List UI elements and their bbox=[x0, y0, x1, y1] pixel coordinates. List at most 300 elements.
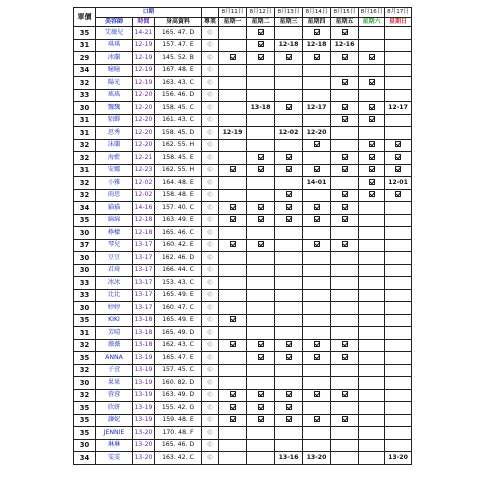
therapist-name-cell: 艾薇兒 bbox=[96, 27, 133, 40]
specialty-cell: Ⓒ bbox=[202, 52, 219, 65]
therapist-name-cell: JENNIE bbox=[96, 427, 133, 440]
schedule-cell bbox=[331, 339, 359, 352]
work-time-cell: 13-19 bbox=[133, 414, 155, 427]
body-data-cell: 155. 42. G bbox=[155, 402, 202, 415]
table-row bbox=[74, 377, 412, 390]
schedule-cell bbox=[219, 439, 247, 452]
schedule-cell bbox=[275, 389, 303, 402]
price-cell: 35 bbox=[74, 214, 96, 227]
schedule-cell bbox=[359, 102, 385, 115]
price-cell: 30 bbox=[74, 102, 96, 115]
schedule-cell bbox=[275, 439, 303, 452]
therapist-name-cell: 貓貓 bbox=[96, 202, 133, 215]
check-icon bbox=[258, 241, 264, 247]
table-row bbox=[74, 402, 412, 415]
schedule-cell bbox=[359, 202, 385, 215]
schedule-cell bbox=[275, 264, 303, 277]
work-time-cell: 12-20 bbox=[133, 139, 155, 152]
schedule-cell bbox=[331, 352, 359, 365]
schedule-cell bbox=[247, 114, 275, 127]
specialty-cell: Ⓒ bbox=[202, 302, 219, 315]
specialty-cell: Ⓒ bbox=[202, 277, 219, 290]
table-row bbox=[74, 102, 412, 115]
schedule-cell bbox=[385, 389, 412, 402]
schedule-cell bbox=[331, 452, 359, 465]
body-data-cell: 145. 52. B bbox=[155, 52, 202, 65]
price-cell: 30 bbox=[74, 227, 96, 240]
schedule-cell bbox=[219, 39, 247, 52]
body-data-cell: 158. 45. C bbox=[155, 102, 202, 115]
schedule-cell bbox=[385, 214, 412, 227]
schedule-cell bbox=[385, 314, 412, 327]
work-time-cell: 12-19 bbox=[133, 39, 155, 52]
schedule-cell bbox=[331, 127, 359, 140]
date-header: 8月12日 bbox=[247, 8, 275, 18]
schedule-cell: 12-17 bbox=[385, 102, 412, 115]
schedule-cell bbox=[303, 352, 331, 365]
body-data-cell: 159. 48. E bbox=[155, 414, 202, 427]
schedule-cell bbox=[359, 452, 385, 465]
work-time-cell: 12-23 bbox=[133, 164, 155, 177]
schedule-cell bbox=[247, 289, 275, 302]
schedule-cell bbox=[275, 214, 303, 227]
therapist-name-cell: 貂蟬 bbox=[96, 114, 133, 127]
schedule-cell bbox=[385, 202, 412, 215]
therapist-name-cell: 果果 bbox=[96, 377, 133, 390]
table-row bbox=[74, 139, 412, 152]
work-time-cell: 13-17 bbox=[133, 289, 155, 302]
schedule-cell bbox=[219, 264, 247, 277]
schedule-cell bbox=[219, 327, 247, 340]
check-icon bbox=[258, 41, 264, 47]
work-time-cell: 13-19 bbox=[133, 377, 155, 390]
body-data-cell: 157. 40. C bbox=[155, 202, 202, 215]
schedule-cell bbox=[331, 302, 359, 315]
check-icon bbox=[395, 154, 401, 160]
work-time-cell: 13-17 bbox=[133, 252, 155, 265]
price-cell: 31 bbox=[74, 127, 96, 140]
schedule-cell bbox=[219, 77, 247, 90]
schedule-cell bbox=[331, 202, 359, 215]
price-cell: 30 bbox=[74, 264, 96, 277]
schedule-cell bbox=[385, 152, 412, 165]
schedule-cell bbox=[359, 127, 385, 140]
schedule-cell bbox=[331, 414, 359, 427]
check-icon bbox=[286, 341, 292, 347]
schedule-cell bbox=[219, 252, 247, 265]
check-icon bbox=[314, 204, 320, 210]
schedule-cell bbox=[303, 364, 331, 377]
therapist-name-cell: 琳琳 bbox=[96, 439, 133, 452]
schedule-cell bbox=[359, 152, 385, 165]
check-icon bbox=[258, 404, 264, 410]
schedule-cell bbox=[385, 114, 412, 127]
schedule-cell bbox=[359, 52, 385, 65]
price-cell: 30 bbox=[74, 252, 96, 265]
schedule-cell bbox=[303, 389, 331, 402]
check-icon bbox=[342, 391, 348, 397]
check-icon bbox=[369, 179, 375, 185]
check-icon bbox=[342, 216, 348, 222]
schedule-cell bbox=[275, 327, 303, 340]
schedule-cell bbox=[359, 302, 385, 315]
therapist-name-cell: 蓉蓉 bbox=[96, 389, 133, 402]
schedule-cell bbox=[275, 339, 303, 352]
schedule-cell bbox=[385, 377, 412, 390]
price-cell: 33 bbox=[74, 289, 96, 302]
schedule-cell bbox=[219, 314, 247, 327]
schedule-cell bbox=[219, 239, 247, 252]
check-icon bbox=[258, 154, 264, 160]
check-icon bbox=[286, 154, 292, 160]
body-data-cell: 165. 46. C bbox=[155, 227, 202, 240]
work-time-cell: 13-18 bbox=[133, 339, 155, 352]
schedule-cell bbox=[219, 114, 247, 127]
work-time-cell: 12-20 bbox=[133, 127, 155, 140]
price-cell: 33 bbox=[74, 277, 96, 290]
schedule-cell bbox=[359, 27, 385, 40]
schedule-cell bbox=[359, 89, 385, 102]
schedule-cell bbox=[385, 227, 412, 240]
price-cell: 37 bbox=[74, 239, 96, 252]
schedule-cell bbox=[359, 277, 385, 290]
schedule-cell bbox=[275, 314, 303, 327]
schedule-sheet bbox=[73, 7, 411, 465]
price-cell: 31 bbox=[74, 114, 96, 127]
body-data-cell: 170. 48. F bbox=[155, 427, 202, 440]
schedule-cell bbox=[359, 327, 385, 340]
specialty-cell: Ⓒ bbox=[202, 439, 219, 452]
date-header: 8月17日 bbox=[385, 8, 412, 18]
schedule-cell bbox=[275, 114, 303, 127]
specialty-cell: Ⓒ bbox=[202, 227, 219, 240]
body-data-cell: 163. 49. E bbox=[155, 214, 202, 227]
schedule-cell bbox=[275, 177, 303, 190]
schedule-cell bbox=[275, 89, 303, 102]
check-icon bbox=[258, 354, 264, 360]
price-cell: 31 bbox=[74, 327, 96, 340]
date-header: 8月13日 bbox=[275, 8, 303, 18]
schedule-cell bbox=[247, 389, 275, 402]
body-data-cell: 157. 45. C bbox=[155, 364, 202, 377]
schedule-cell bbox=[275, 102, 303, 115]
check-icon bbox=[230, 54, 236, 60]
specialty-cell: Ⓒ bbox=[202, 139, 219, 152]
table-row bbox=[74, 327, 412, 340]
schedule-cell: 13-18 bbox=[247, 102, 275, 115]
work-time-cell: 12-20 bbox=[133, 102, 155, 115]
schedule-cell bbox=[385, 252, 412, 265]
schedule-cell bbox=[219, 202, 247, 215]
check-icon bbox=[342, 29, 348, 35]
schedule-cell bbox=[359, 414, 385, 427]
check-icon bbox=[342, 341, 348, 347]
schedule-cell bbox=[385, 89, 412, 102]
schedule-cell bbox=[219, 64, 247, 77]
specialty-cell: Ⓒ bbox=[202, 64, 219, 77]
body-data-cell: 160. 42. E bbox=[155, 239, 202, 252]
schedule-cell bbox=[219, 177, 247, 190]
schedule-cell bbox=[247, 452, 275, 465]
price-cell: 32 bbox=[74, 389, 96, 402]
col-header-tue: 星期二 bbox=[247, 17, 275, 27]
therapist-name-cell: 雨思 bbox=[96, 189, 133, 202]
schedule-cell bbox=[219, 164, 247, 177]
schedule-cell bbox=[247, 152, 275, 165]
therapist-name-cell: 冰蘭 bbox=[96, 52, 133, 65]
schedule-cell bbox=[359, 389, 385, 402]
price-cell: 35 bbox=[74, 414, 96, 427]
schedule-cell bbox=[331, 289, 359, 302]
body-data-cell: 163. 49. D bbox=[155, 389, 202, 402]
schedule-cell bbox=[219, 352, 247, 365]
specialty-cell: Ⓒ bbox=[202, 127, 219, 140]
schedule-cell bbox=[219, 289, 247, 302]
schedule-cell bbox=[359, 439, 385, 452]
schedule-cell bbox=[219, 364, 247, 377]
schedule-cell: 12-18 bbox=[275, 39, 303, 52]
schedule-cell bbox=[359, 114, 385, 127]
therapist-name-cell: 陽光 bbox=[96, 77, 133, 90]
check-icon bbox=[258, 166, 264, 172]
schedule-cell bbox=[359, 264, 385, 277]
schedule-cell: 12-19 bbox=[219, 127, 247, 140]
check-icon bbox=[286, 166, 292, 172]
schedule-cell bbox=[303, 139, 331, 152]
schedule-cell bbox=[331, 164, 359, 177]
check-icon bbox=[286, 191, 292, 197]
schedule-cell: 12-18 bbox=[303, 39, 331, 52]
schedule-cell bbox=[219, 102, 247, 115]
check-icon bbox=[230, 204, 236, 210]
check-icon bbox=[286, 391, 292, 397]
check-icon bbox=[342, 191, 348, 197]
body-data-cell: 165. 47. E bbox=[155, 352, 202, 365]
schedule-cell: 12-02 bbox=[275, 127, 303, 140]
price-header: 單價 bbox=[74, 8, 96, 27]
schedule-cell bbox=[303, 77, 331, 90]
col-header-wed: 星期三 bbox=[275, 17, 303, 27]
table-row bbox=[74, 89, 412, 102]
work-time-cell: 13-19 bbox=[133, 402, 155, 415]
schedule-cell bbox=[303, 302, 331, 315]
schedule-cell: 13-20 bbox=[385, 452, 412, 465]
check-icon bbox=[369, 54, 375, 60]
check-icon bbox=[369, 79, 375, 85]
schedule-cell bbox=[219, 214, 247, 227]
table-row bbox=[74, 77, 412, 90]
check-icon bbox=[342, 354, 348, 360]
body-data-cell: 162. 46. D bbox=[155, 252, 202, 265]
work-time-cell: 12-19 bbox=[133, 64, 155, 77]
body-data-cell: 164. 48. E bbox=[155, 177, 202, 190]
date-header: 8月15日 bbox=[331, 8, 359, 18]
schedule-cell bbox=[385, 239, 412, 252]
therapist-name-cell: 小雅 bbox=[96, 177, 133, 190]
schedule-cell bbox=[275, 239, 303, 252]
col-header-sat: 星期六 bbox=[359, 17, 385, 27]
schedule-cell bbox=[303, 89, 331, 102]
check-icon bbox=[342, 54, 348, 60]
price-cell: 32 bbox=[74, 364, 96, 377]
work-time-cell: 12-19 bbox=[133, 52, 155, 65]
check-icon bbox=[314, 29, 320, 35]
schedule-cell bbox=[359, 177, 385, 190]
therapist-name-cell: 讓妮 bbox=[96, 414, 133, 427]
schedule-cell bbox=[331, 27, 359, 40]
check-icon bbox=[314, 54, 320, 60]
schedule-cell bbox=[385, 364, 412, 377]
work-time-cell: 13-20 bbox=[133, 427, 155, 440]
schedule-cell bbox=[359, 252, 385, 265]
work-time-cell: 12-02 bbox=[133, 177, 155, 190]
table-row bbox=[74, 239, 412, 252]
specialty-cell: Ⓒ bbox=[202, 89, 219, 102]
schedule-cell bbox=[247, 77, 275, 90]
price-cell: 30 bbox=[74, 377, 96, 390]
specialty-cell: Ⓒ bbox=[202, 414, 219, 427]
check-icon bbox=[258, 391, 264, 397]
table-row bbox=[74, 452, 412, 465]
body-data-cell: 165. 46. D bbox=[155, 439, 202, 452]
check-icon bbox=[369, 154, 375, 160]
check-icon bbox=[342, 416, 348, 422]
schedule-cell bbox=[359, 352, 385, 365]
body-data-cell: 160. 47. C bbox=[155, 302, 202, 315]
therapist-name-cell: 子萱 bbox=[96, 364, 133, 377]
work-time-cell: 13-17 bbox=[133, 277, 155, 290]
schedule-cell bbox=[303, 277, 331, 290]
schedule-cell bbox=[247, 377, 275, 390]
schedule-cell bbox=[303, 252, 331, 265]
schedule-cell bbox=[275, 289, 303, 302]
body-data-cell: 158. 45. E bbox=[155, 152, 202, 165]
body-data-cell: 165. 49. D bbox=[155, 327, 202, 340]
schedule-cell bbox=[219, 89, 247, 102]
schedule-cell bbox=[331, 189, 359, 202]
schedule-cell bbox=[331, 89, 359, 102]
date-header: 8月16日 bbox=[359, 8, 385, 18]
schedule-cell bbox=[219, 402, 247, 415]
check-icon bbox=[286, 416, 292, 422]
schedule-cell bbox=[331, 427, 359, 440]
schedule-cell bbox=[303, 152, 331, 165]
table-row bbox=[74, 439, 412, 452]
table-row bbox=[74, 314, 412, 327]
specialty-cell: Ⓒ bbox=[202, 314, 219, 327]
work-time-cell: 13-20 bbox=[133, 439, 155, 452]
check-icon bbox=[314, 391, 320, 397]
therapist-name-cell: KIKI bbox=[96, 314, 133, 327]
work-time-cell: 13-17 bbox=[133, 264, 155, 277]
schedule-cell bbox=[247, 27, 275, 40]
table-row bbox=[74, 202, 412, 215]
price-cell: 35 bbox=[74, 402, 96, 415]
schedule-cell bbox=[219, 52, 247, 65]
check-icon bbox=[286, 54, 292, 60]
schedule-cell bbox=[219, 339, 247, 352]
price-cell: 32 bbox=[74, 189, 96, 202]
schedule-cell: 13-16 bbox=[275, 452, 303, 465]
schedule-cell bbox=[247, 402, 275, 415]
date-area-header: 口期 bbox=[96, 8, 202, 18]
schedule-cell bbox=[385, 189, 412, 202]
check-icon bbox=[342, 241, 348, 247]
check-icon bbox=[230, 404, 236, 410]
check-icon bbox=[395, 141, 401, 147]
table-row bbox=[74, 352, 412, 365]
col-header-name: 美容師 bbox=[96, 17, 133, 27]
schedule-cell bbox=[385, 264, 412, 277]
schedule-body bbox=[74, 27, 412, 465]
schedule-cell bbox=[385, 64, 412, 77]
schedule-cell bbox=[275, 377, 303, 390]
check-icon bbox=[230, 216, 236, 222]
body-data-cell: 162. 43. C bbox=[155, 339, 202, 352]
schedule-cell bbox=[303, 64, 331, 77]
schedule-cell bbox=[247, 214, 275, 227]
body-data-cell: 162. 55. H bbox=[155, 139, 202, 152]
table-row bbox=[74, 214, 412, 227]
specialty-cell: Ⓒ bbox=[202, 289, 219, 302]
schedule-cell bbox=[303, 402, 331, 415]
work-time-cell: 12-19 bbox=[133, 77, 155, 90]
therapist-name-cell: 琪琪 bbox=[96, 39, 133, 52]
schedule-cell bbox=[247, 314, 275, 327]
schedule-cell bbox=[331, 114, 359, 127]
table-row bbox=[74, 289, 412, 302]
col-header-body: 身高資料 bbox=[155, 17, 202, 27]
check-icon bbox=[258, 54, 264, 60]
schedule-cell bbox=[331, 214, 359, 227]
schedule-cell bbox=[303, 114, 331, 127]
check-icon bbox=[286, 404, 292, 410]
body-data-cell: 166. 44. C bbox=[155, 264, 202, 277]
schedule-cell bbox=[303, 214, 331, 227]
table-row bbox=[74, 189, 412, 202]
schedule-cell bbox=[303, 227, 331, 240]
schedule-cell bbox=[385, 339, 412, 352]
therapist-name-cell: 雯雯 bbox=[96, 452, 133, 465]
schedule-cell bbox=[219, 27, 247, 40]
schedule-cell bbox=[219, 414, 247, 427]
check-icon bbox=[314, 416, 320, 422]
schedule-cell: 13-20 bbox=[303, 452, 331, 465]
check-icon bbox=[395, 166, 401, 172]
schedule-cell bbox=[331, 239, 359, 252]
check-icon bbox=[314, 216, 320, 222]
schedule-cell bbox=[303, 52, 331, 65]
schedule-cell bbox=[359, 214, 385, 227]
table-row bbox=[74, 27, 412, 40]
work-time-cell: 12-18 bbox=[133, 227, 155, 240]
schedule-cell bbox=[331, 252, 359, 265]
schedule-cell bbox=[331, 277, 359, 290]
body-data-cell: 163. 42. C bbox=[155, 452, 202, 465]
check-icon bbox=[286, 354, 292, 360]
check-icon bbox=[342, 204, 348, 210]
schedule-cell: 12-20 bbox=[303, 127, 331, 140]
schedule-cell bbox=[359, 189, 385, 202]
date-header: 8月11日 bbox=[219, 8, 247, 18]
schedule-cell bbox=[385, 327, 412, 340]
schedule-cell bbox=[247, 439, 275, 452]
check-icon bbox=[286, 104, 292, 110]
therapist-name-cell: 婷婷 bbox=[96, 302, 133, 315]
table-row bbox=[74, 114, 412, 127]
schedule-cell bbox=[303, 202, 331, 215]
specialty-cell: Ⓒ bbox=[202, 339, 219, 352]
